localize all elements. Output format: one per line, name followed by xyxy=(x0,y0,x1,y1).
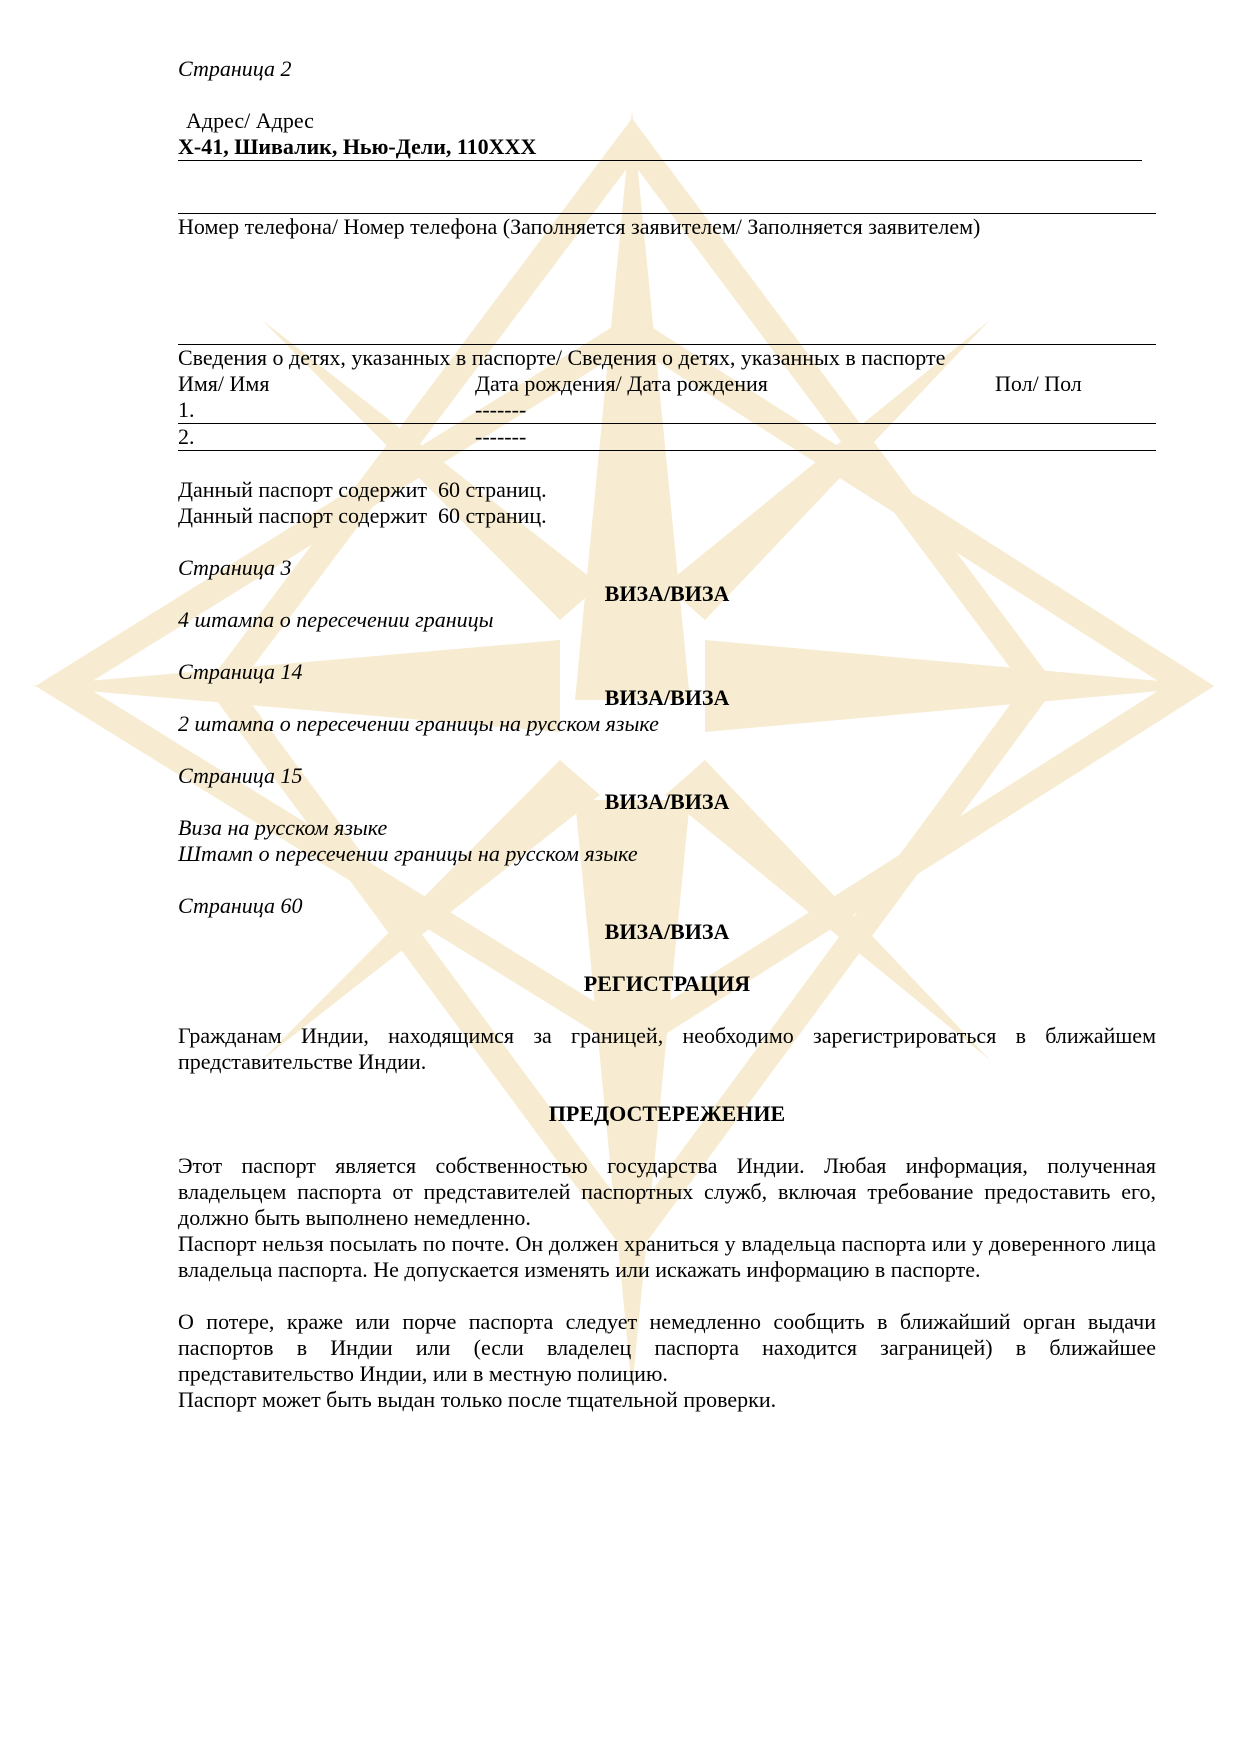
phone-blank-line xyxy=(178,318,1156,345)
visa-title: ВИЗА/ВИЗА xyxy=(604,789,730,814)
children-row-1 xyxy=(178,397,1156,424)
visa-note: Штамп о пересечении границы на русском языке xyxy=(178,841,638,866)
children-header-name: Имя/ Имя xyxy=(178,371,270,396)
children-row-2 xyxy=(178,424,1156,451)
registration-title: РЕГИСТРАЦИЯ xyxy=(583,971,751,996)
warning-paragraph-2: Паспорт нельзя посылать по почте. Он должен храниться у владельца паспорта или у доверенного лица владельца паспорта. Не допускается изменять или искажать информацию в паспорте. xyxy=(178,1231,1156,1282)
visa-title: ВИЗА/ВИЗА xyxy=(604,581,730,606)
address-blank-line xyxy=(178,187,1156,214)
registration-text: Гражданам Индии, находящимся за границей, необходимо зарегистрироваться в ближайшем представительстве Индии. xyxy=(178,1023,1156,1074)
children-header-row xyxy=(178,371,1156,397)
visa-note: Виза на русском языке xyxy=(178,815,388,840)
pages-count-line-2: Данный паспорт содержит 60 страниц. xyxy=(178,503,547,528)
warning-title: ПРЕДОСТЕРЕЖЕНИЕ xyxy=(548,1101,786,1126)
children-row-number: 1. xyxy=(178,397,195,422)
pages-count-line-1: Данный паспорт содержит 60 страниц. xyxy=(178,477,547,502)
warning-paragraph-1: Этот паспорт является собственностью государства Индии. Любая информация, полученная владельцем паспорта от представителей паспортных служб, включая требование предоставить его, должно быть выполнено немедленно. xyxy=(178,1153,1156,1230)
visa-title: ВИЗА/ВИЗА xyxy=(604,685,730,710)
children-title: Сведения о детях, указанных в паспорте/ Сведения о детях, указанных в паспорте xyxy=(178,345,946,370)
children-header-dob: Дата рождения/ Дата рождения xyxy=(475,371,768,396)
document-page xyxy=(178,56,1156,1413)
page-15-heading: Страница 15 xyxy=(178,763,303,788)
children-header-sex: Пол/ Пол xyxy=(995,371,1082,396)
warning-paragraph-4: Паспорт может быть выдан только после тщательной проверки. xyxy=(178,1387,777,1412)
visa-title: ВИЗА/ВИЗА xyxy=(604,919,730,944)
page-14-heading: Страница 14 xyxy=(178,659,303,684)
page-2-heading: Страница 2 xyxy=(178,56,292,81)
phone-label: Номер телефона/ Номер телефона (Заполняется заявителем/ Заполняется заявителем) xyxy=(178,214,981,239)
page-3-heading: Страница 3 xyxy=(178,555,292,580)
children-row-number: 2. xyxy=(178,424,195,449)
address-value: X-41, Шивалик, Нью-Дели, 110XXX xyxy=(178,134,1142,161)
warning-paragraph-3: О потере, краже или порче паспорта следует немедленно сообщить в ближайший орган выдачи паспортов в Индии или (если владелец паспорта находится заграницей) в ближайшее представительство Индии, или в местную полицию. xyxy=(178,1309,1156,1386)
page-60-heading: Страница 60 xyxy=(178,893,303,918)
address-label: Адрес/ Адрес xyxy=(186,108,314,133)
visa-note: 4 штампа о пересечении границы xyxy=(178,607,494,632)
children-row-dob: ------- xyxy=(475,397,527,422)
children-row-dob: ------- xyxy=(475,424,527,449)
visa-note: 2 штампа о пересечении границы на русском языке xyxy=(178,711,659,736)
